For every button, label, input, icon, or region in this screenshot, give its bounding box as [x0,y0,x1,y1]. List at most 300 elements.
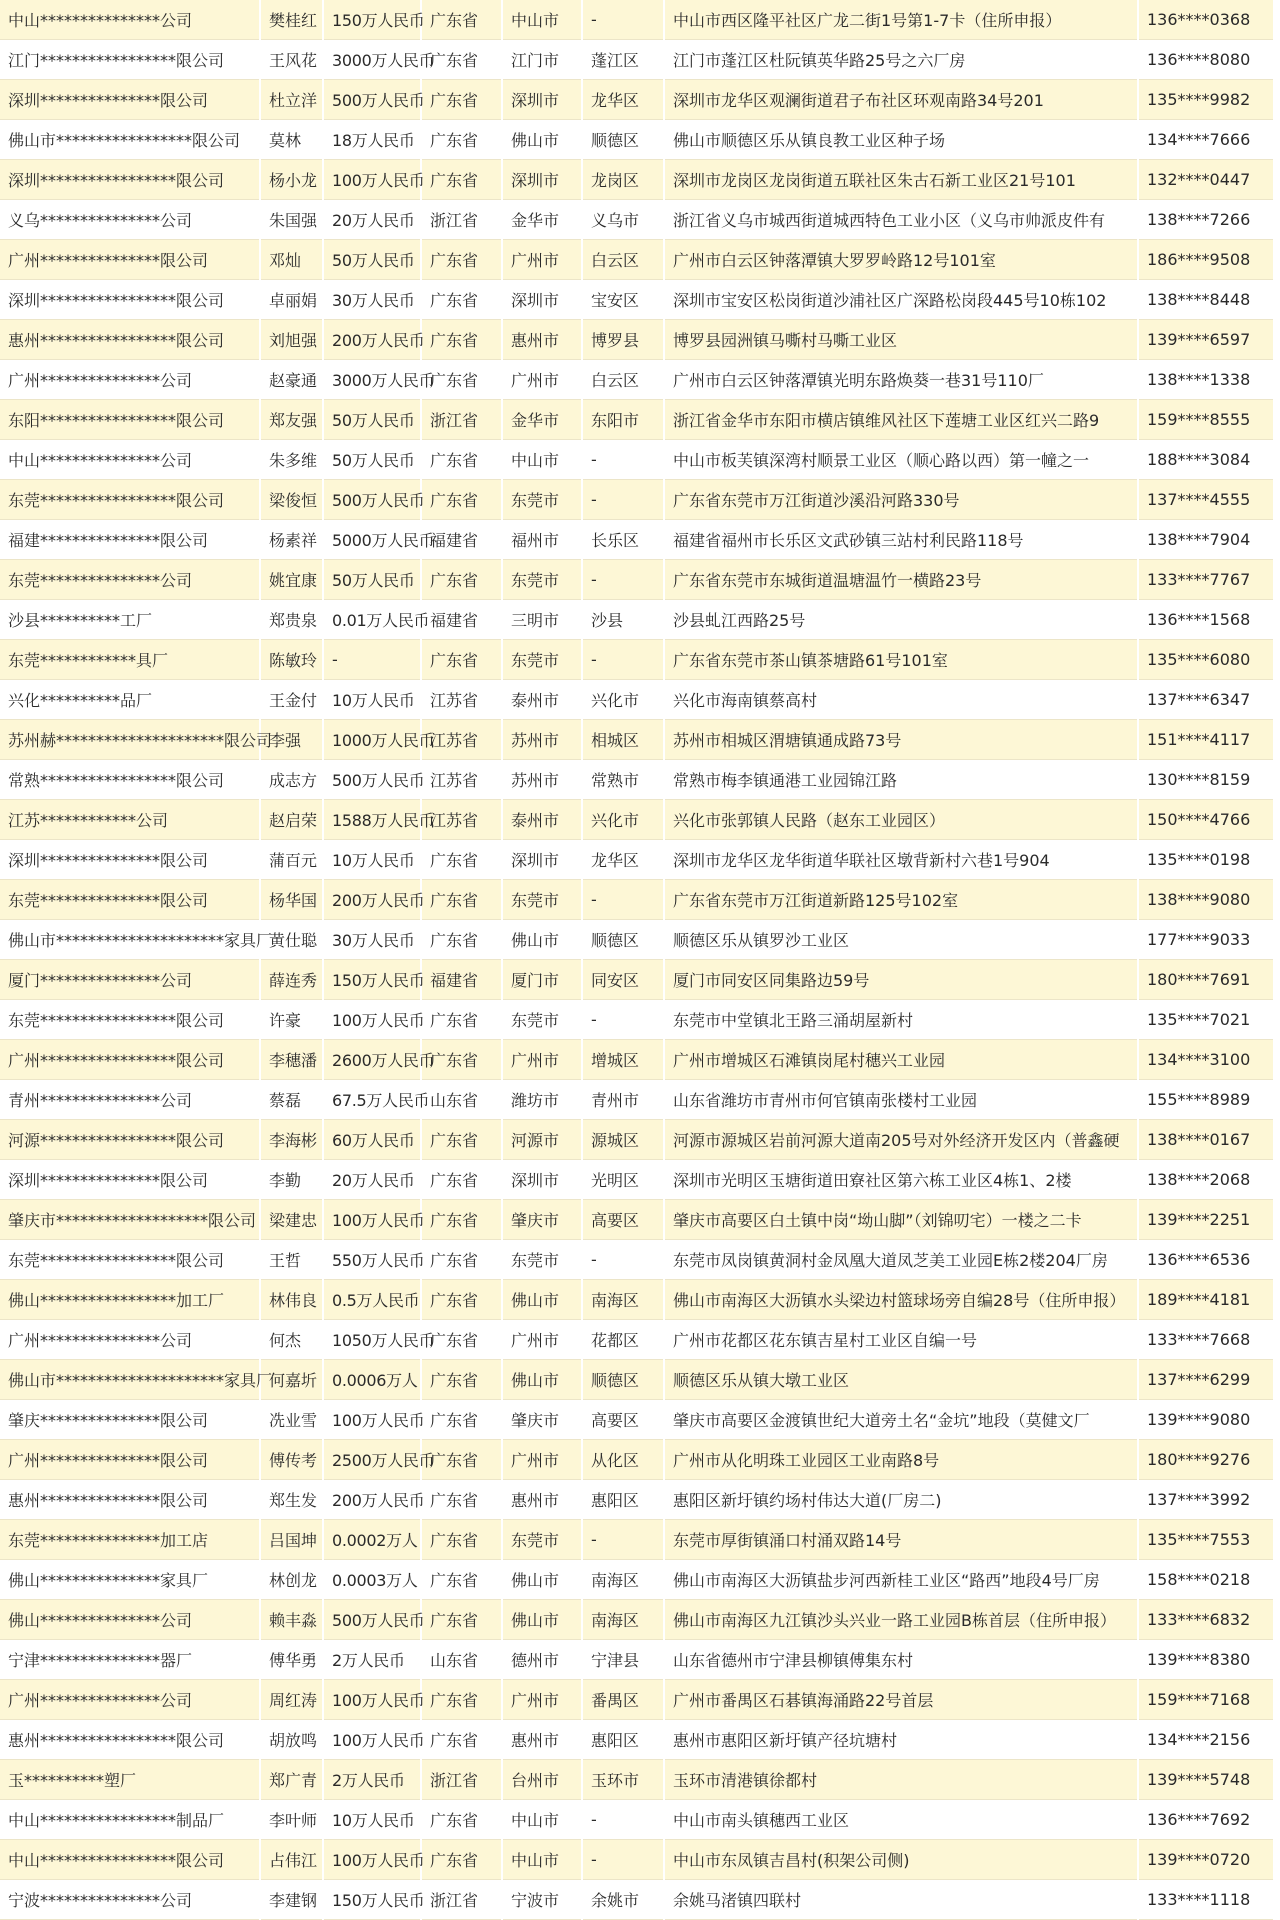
address-cell: 中山市东凤镇吉昌村(积架公司侧) [664,1840,1138,1880]
province-cell: 山东省 [421,1080,502,1120]
phone-cell: 159****7168 [1138,1680,1274,1720]
city-cell: 广州市 [502,360,582,400]
capital-cell: 2万人民币 [323,1640,421,1680]
contact-cell: 樊桂红 [260,0,323,40]
table-row [0,1240,1274,1280]
table-row [0,1360,1274,1400]
province-cell: 广东省 [421,840,502,880]
district-cell: - [582,1000,664,1040]
province-cell: 广东省 [421,1680,502,1720]
city-cell: 佛山市 [502,120,582,160]
city-cell: 惠州市 [502,1720,582,1760]
contact-cell: 郑广青 [260,1760,323,1800]
province-cell: 广东省 [421,320,502,360]
contact-cell: 杨素祥 [260,520,323,560]
table-row [0,440,1274,480]
address-cell: 中山市西区隆平社区广龙二街1号第1-7卡（住所申报） [664,0,1138,40]
capital-cell: 5000万人民币 [323,520,421,560]
table-row [0,560,1274,600]
capital-cell: 100万人民币 [323,1720,421,1760]
phone-cell: 136****0368 [1138,0,1274,40]
province-cell: 福建省 [421,600,502,640]
company-name-cell: 青州***************公司 [0,1080,260,1120]
contact-cell: 赵启荣 [260,800,323,840]
phone-cell: 132****0447 [1138,160,1274,200]
province-cell: 广东省 [421,40,502,80]
table-row [0,1560,1274,1600]
city-cell: 金华市 [502,400,582,440]
company-name-cell: 东莞***************加工店 [0,1520,260,1560]
company-name-cell: 佛山市*****************限公司 [0,120,260,160]
province-cell: 广东省 [421,1520,502,1560]
table-row [0,1880,1274,1920]
city-cell: 广州市 [502,1320,582,1360]
table-row [0,800,1274,840]
address-cell: 广东省东莞市茶山镇茶塘路61号101室 [664,640,1138,680]
company-name-cell: 广州***************限公司 [0,240,260,280]
company-name-cell: 厦门***************公司 [0,960,260,1000]
table-row [0,1480,1274,1520]
contact-cell: 赖丰淼 [260,1600,323,1640]
province-cell: 广东省 [421,1040,502,1080]
table-row [0,1080,1274,1120]
contact-cell: 莫林 [260,120,323,160]
province-cell: 广东省 [421,480,502,520]
contact-cell: 赵豪通 [260,360,323,400]
district-cell: 源城区 [582,1120,664,1160]
contact-cell: 朱多维 [260,440,323,480]
city-cell: 河源市 [502,1120,582,1160]
contact-cell: 姚宜康 [260,560,323,600]
province-cell: 广东省 [421,640,502,680]
capital-cell: 50万人民币 [323,400,421,440]
city-cell: 中山市 [502,1840,582,1880]
company-name-cell: 中山*****************制品厂 [0,1800,260,1840]
phone-cell: 189****4181 [1138,1280,1274,1320]
district-cell: - [582,1840,664,1880]
capital-cell: - [323,640,421,680]
district-cell: - [582,480,664,520]
phone-cell: 135****7021 [1138,1000,1274,1040]
phone-cell: 137****3992 [1138,1480,1274,1520]
capital-cell: 0.0006万人 [323,1360,421,1400]
province-cell: 广东省 [421,0,502,40]
company-name-cell: 沙县**********工厂 [0,600,260,640]
address-cell: 兴化市海南镇蔡高村 [664,680,1138,720]
city-cell: 德州市 [502,1640,582,1680]
table-row [0,1320,1274,1360]
capital-cell: 3000万人民币 [323,40,421,80]
address-cell: 广州市白云区钟落潭镇光明东路焕葵一巷31号110厂 [664,360,1138,400]
company-name-cell: 深圳***************限公司 [0,840,260,880]
contact-cell: 李勤 [260,1160,323,1200]
phone-cell: 133****1118 [1138,1880,1274,1920]
table-row [0,1640,1274,1680]
contact-cell: 杜立洋 [260,80,323,120]
address-cell: 深圳市龙华区观澜街道君子布社区环观南路34号201 [664,80,1138,120]
city-cell: 佛山市 [502,1360,582,1400]
address-cell: 中山市板芙镇深湾村顺景工业区（顺心路以西）第一幢之一 [664,440,1138,480]
contact-cell: 李海彬 [260,1120,323,1160]
table-row [0,1680,1274,1720]
capital-cell: 500万人民币 [323,1600,421,1640]
district-cell: 兴化市 [582,680,664,720]
district-cell: 长乐区 [582,520,664,560]
table-row [0,1000,1274,1040]
district-cell: 顺德区 [582,920,664,960]
capital-cell: 150万人民币 [323,1880,421,1920]
district-cell: 惠阳区 [582,1720,664,1760]
contact-cell: 成志方 [260,760,323,800]
phone-cell: 134****2156 [1138,1720,1274,1760]
province-cell: 广东省 [421,80,502,120]
capital-cell: 0.01万人民币 [323,600,421,640]
table-row [0,320,1274,360]
table-row [0,960,1274,1000]
province-cell: 广东省 [421,1240,502,1280]
address-cell: 顺德区乐从镇罗沙工业区 [664,920,1138,960]
address-cell: 佛山市南海区九江镇沙头兴业一路工业园B栋首层（住所申报） [664,1600,1138,1640]
table-row [0,1440,1274,1480]
address-cell: 常熟市梅李镇通港工业园锦江路 [664,760,1138,800]
district-cell: 宁津县 [582,1640,664,1680]
phone-cell: 137****4555 [1138,480,1274,520]
city-cell: 东莞市 [502,880,582,920]
table-row [0,760,1274,800]
table-row [0,280,1274,320]
province-cell: 浙江省 [421,400,502,440]
company-name-cell: 佛山市*********************家具厂 [0,1360,260,1400]
capital-cell: 10万人民币 [323,840,421,880]
province-cell: 广东省 [421,1840,502,1880]
contact-cell: 冼业雪 [260,1400,323,1440]
province-cell: 江苏省 [421,720,502,760]
contact-cell: 陈敏玲 [260,640,323,680]
phone-cell: 133****7767 [1138,560,1274,600]
contact-cell: 胡放鸣 [260,1720,323,1760]
address-cell: 深圳市龙华区龙华街道华联社区墩背新村六巷1号904 [664,840,1138,880]
address-cell: 浙江省金华市东阳市横店镇维风社区下莲塘工业区红兴二路9 [664,400,1138,440]
city-cell: 深圳市 [502,280,582,320]
phone-cell: 136****8080 [1138,40,1274,80]
contact-cell: 卓丽娟 [260,280,323,320]
contact-cell: 李强 [260,720,323,760]
phone-cell: 159****8555 [1138,400,1274,440]
phone-cell: 133****7668 [1138,1320,1274,1360]
capital-cell: 2600万人民币 [323,1040,421,1080]
address-cell: 广州市花都区花东镇吉星村工业区自编一号 [664,1320,1138,1360]
phone-cell: 139****2251 [1138,1200,1274,1240]
table-row [0,1160,1274,1200]
district-cell: 顺德区 [582,1360,664,1400]
contact-cell: 朱国强 [260,200,323,240]
phone-cell: 135****0198 [1138,840,1274,880]
phone-cell: 177****9033 [1138,920,1274,960]
capital-cell: 30万人民币 [323,280,421,320]
district-cell: - [582,0,664,40]
table-row [0,1600,1274,1640]
district-cell: 白云区 [582,240,664,280]
table-row [0,200,1274,240]
province-cell: 广东省 [421,1320,502,1360]
company-name-cell: 宁波***************公司 [0,1880,260,1920]
district-cell: 青州市 [582,1080,664,1120]
contact-cell: 傅传考 [260,1440,323,1480]
table-row [0,880,1274,920]
city-cell: 厦门市 [502,960,582,1000]
table-row [0,920,1274,960]
phone-cell: 139****6597 [1138,320,1274,360]
district-cell: - [582,440,664,480]
district-cell: 花都区 [582,1320,664,1360]
phone-cell: 138****2068 [1138,1160,1274,1200]
province-cell: 广东省 [421,1120,502,1160]
city-cell: 东莞市 [502,1000,582,1040]
capital-cell: 500万人民币 [323,80,421,120]
address-cell: 广东省东莞市万江街道新路125号102室 [664,880,1138,920]
district-cell: 光明区 [582,1160,664,1200]
company-name-cell: 江门*****************限公司 [0,40,260,80]
contact-cell: 何杰 [260,1320,323,1360]
district-cell: 沙县 [582,600,664,640]
city-cell: 佛山市 [502,1560,582,1600]
capital-cell: 200万人民币 [323,1480,421,1520]
phone-cell: 134****3100 [1138,1040,1274,1080]
contact-cell: 李建钢 [260,1880,323,1920]
phone-cell: 135****9982 [1138,80,1274,120]
address-cell: 佛山市南海区大沥镇盐步河西新桂工业区“路西”地段4号厂房 [664,1560,1138,1600]
district-cell: - [582,640,664,680]
contact-cell: 蒲百元 [260,840,323,880]
address-cell: 广州市番禺区石碁镇海涌路22号首层 [664,1680,1138,1720]
province-cell: 广东省 [421,1800,502,1840]
table-row [0,1280,1274,1320]
province-cell: 广东省 [421,1160,502,1200]
province-cell: 广东省 [421,440,502,480]
contact-cell: 王哲 [260,1240,323,1280]
company-name-cell: 中山***************公司 [0,0,260,40]
province-cell: 广东省 [421,560,502,600]
company-name-cell: 广州*****************限公司 [0,1040,260,1080]
district-cell: - [582,560,664,600]
phone-cell: 135****7553 [1138,1520,1274,1560]
city-cell: 肇庆市 [502,1200,582,1240]
province-cell: 广东省 [421,1480,502,1520]
address-cell: 广州市白云区钟落潭镇大罗罗岭路12号101室 [664,240,1138,280]
province-cell: 福建省 [421,520,502,560]
city-cell: 佛山市 [502,1600,582,1640]
contact-cell: 杨华国 [260,880,323,920]
address-cell: 浙江省义乌市城西街道城西特色工业小区（义乌市帅派皮件有 [664,200,1138,240]
city-cell: 惠州市 [502,320,582,360]
province-cell: 江苏省 [421,760,502,800]
company-name-cell: 义乌***************公司 [0,200,260,240]
capital-cell: 100万人民币 [323,1200,421,1240]
company-name-cell: 肇庆市*******************限公司 [0,1200,260,1240]
capital-cell: 100万人民币 [323,160,421,200]
province-cell: 山东省 [421,1640,502,1680]
table-row [0,40,1274,80]
province-cell: 广东省 [421,240,502,280]
company-name-cell: 佛山***************家具厂 [0,1560,260,1600]
district-cell: 蓬江区 [582,40,664,80]
address-cell: 博罗县园洲镇马嘶村马嘶工业区 [664,320,1138,360]
phone-cell: 155****8989 [1138,1080,1274,1120]
company-name-cell: 东莞*****************限公司 [0,1000,260,1040]
city-cell: 肇庆市 [502,1400,582,1440]
address-cell: 厦门市同安区同集路边59号 [664,960,1138,1000]
phone-cell: 139****8380 [1138,1640,1274,1680]
company-name-cell: 惠州*****************限公司 [0,320,260,360]
table-row [0,840,1274,880]
contact-cell: 杨小龙 [260,160,323,200]
contact-cell: 郑友强 [260,400,323,440]
company-name-cell: 常熟*****************限公司 [0,760,260,800]
contact-cell: 吕国坤 [260,1520,323,1560]
city-cell: 深圳市 [502,1160,582,1200]
capital-cell: 18万人民币 [323,120,421,160]
phone-cell: 138****9080 [1138,880,1274,920]
contact-cell: 黄仕聪 [260,920,323,960]
province-cell: 广东省 [421,1600,502,1640]
address-cell: 苏州市相城区渭塘镇通成路73号 [664,720,1138,760]
phone-cell: 130****8159 [1138,760,1274,800]
table-row [0,240,1274,280]
table-row [0,0,1274,40]
province-cell: 广东省 [421,120,502,160]
table-row [0,1040,1274,1080]
table-row [0,480,1274,520]
district-cell: 龙岗区 [582,160,664,200]
capital-cell: 20万人民币 [323,1160,421,1200]
company-name-cell: 东莞*****************限公司 [0,1240,260,1280]
contact-cell: 郑生发 [260,1480,323,1520]
contact-cell: 郑贵泉 [260,600,323,640]
capital-cell: 3000万人民币 [323,360,421,400]
address-cell: 惠州市惠阳区新圩镇产径坑塘村 [664,1720,1138,1760]
address-cell: 山东省潍坊市青州市何官镇南张楼村工业园 [664,1080,1138,1120]
capital-cell: 50万人民币 [323,560,421,600]
company-name-cell: 苏州赫*********************限公司 [0,720,260,760]
contact-cell: 李穗潘 [260,1040,323,1080]
contact-cell: 何嘉圻 [260,1360,323,1400]
company-name-cell: 东莞***************公司 [0,560,260,600]
capital-cell: 100万人民币 [323,1400,421,1440]
city-cell: 广州市 [502,1040,582,1080]
contact-cell: 梁俊恒 [260,480,323,520]
province-cell: 广东省 [421,920,502,960]
city-cell: 东莞市 [502,640,582,680]
address-cell: 广州市增城区石滩镇岗尾村穗兴工业园 [664,1040,1138,1080]
district-cell: 龙华区 [582,840,664,880]
district-cell: 增城区 [582,1040,664,1080]
capital-cell: 2500万人民币 [323,1440,421,1480]
district-cell: - [582,880,664,920]
capital-cell: 50万人民币 [323,440,421,480]
city-cell: 泰州市 [502,680,582,720]
province-cell: 广东省 [421,360,502,400]
district-cell: 东阳市 [582,400,664,440]
company-name-cell: 深圳***************限公司 [0,1160,260,1200]
table-row [0,1760,1274,1800]
contact-cell: 林伟良 [260,1280,323,1320]
phone-cell: 136****1568 [1138,600,1274,640]
phone-cell: 138****7266 [1138,200,1274,240]
address-cell: 中山市南头镇穗西工业区 [664,1800,1138,1840]
province-cell: 广东省 [421,280,502,320]
table-row [0,160,1274,200]
table-row [0,360,1274,400]
city-cell: 中山市 [502,1800,582,1840]
phone-cell: 136****7692 [1138,1800,1274,1840]
company-name-cell: 中山*****************限公司 [0,1840,260,1880]
company-name-cell: 惠州***************限公司 [0,1480,260,1520]
table-row [0,640,1274,680]
capital-cell: 100万人民币 [323,1000,421,1040]
address-cell: 肇庆市高要区金渡镇世纪大道旁土名“金坑”地段（莫健文厂 [664,1400,1138,1440]
province-cell: 广东省 [421,1360,502,1400]
district-cell: 博罗县 [582,320,664,360]
phone-cell: 139****5748 [1138,1760,1274,1800]
province-cell: 江苏省 [421,680,502,720]
capital-cell: 0.5万人民币 [323,1280,421,1320]
company-name-cell: 惠州*****************限公司 [0,1720,260,1760]
city-cell: 深圳市 [502,80,582,120]
contact-cell: 占伟江 [260,1840,323,1880]
company-name-cell: 东阳*****************限公司 [0,400,260,440]
district-cell: - [582,1240,664,1280]
table-row [0,680,1274,720]
district-cell: 同安区 [582,960,664,1000]
phone-cell: 134****7666 [1138,120,1274,160]
district-cell: 高要区 [582,1400,664,1440]
table-row [0,400,1274,440]
company-name-cell: 广州***************限公司 [0,1440,260,1480]
district-cell: 白云区 [582,360,664,400]
address-cell: 广州市从化明珠工业园区工业南路8号 [664,1440,1138,1480]
table-row [0,120,1274,160]
capital-cell: 200万人民币 [323,320,421,360]
address-cell: 顺德区乐从镇大墩工业区 [664,1360,1138,1400]
contact-cell: 梁建忠 [260,1200,323,1240]
province-cell: 广东省 [421,1560,502,1600]
district-cell: 顺德区 [582,120,664,160]
province-cell: 广东省 [421,1280,502,1320]
province-cell: 广东省 [421,1720,502,1760]
table-row [0,80,1274,120]
table-row [0,1520,1274,1560]
province-cell: 广东省 [421,1200,502,1240]
capital-cell: 10万人民币 [323,680,421,720]
capital-cell: 10万人民币 [323,1800,421,1840]
capital-cell: 20万人民币 [323,200,421,240]
address-cell: 兴化市张郭镇人民路（赵东工业园区） [664,800,1138,840]
table-row [0,600,1274,640]
capital-cell: 2万人民币 [323,1760,421,1800]
contact-cell: 邓灿 [260,240,323,280]
table-row [0,1840,1274,1880]
company-name-cell: 东莞***************限公司 [0,880,260,920]
city-cell: 深圳市 [502,160,582,200]
company-name-cell: 深圳***************限公司 [0,80,260,120]
contact-cell: 李叶师 [260,1800,323,1840]
city-cell: 深圳市 [502,840,582,880]
contact-cell: 薛连秀 [260,960,323,1000]
company-name-cell: 东莞*****************限公司 [0,480,260,520]
capital-cell: 0.0003万人 [323,1560,421,1600]
district-cell: - [582,1520,664,1560]
city-cell: 东莞市 [502,480,582,520]
